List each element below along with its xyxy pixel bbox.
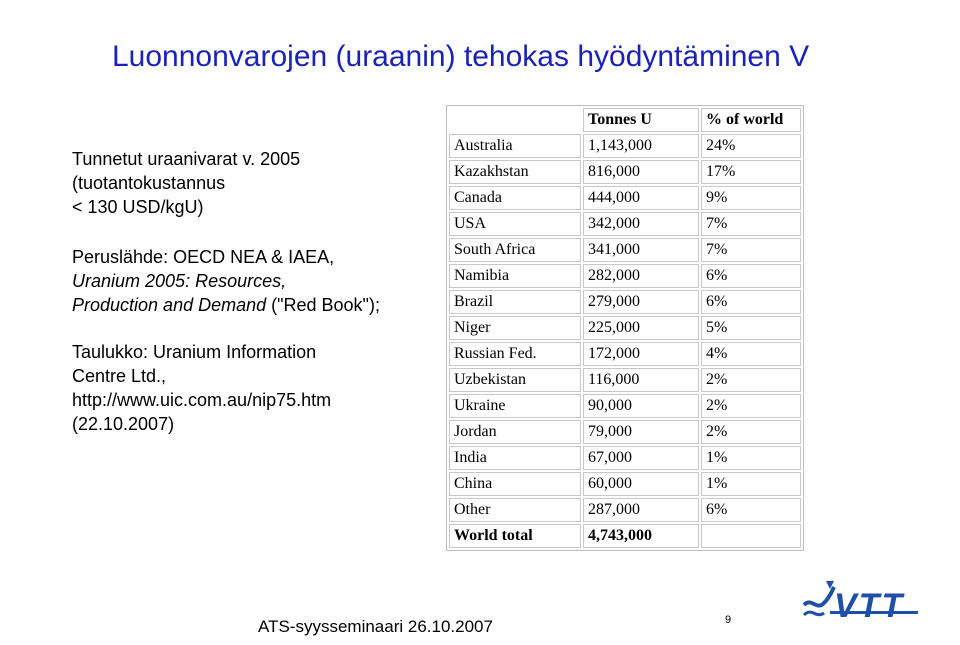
table-row bbox=[449, 212, 801, 236]
country-cell: Russian Fed. bbox=[449, 342, 581, 366]
table-row bbox=[449, 186, 801, 210]
resources-heading-line-2: (tuotantokustannus bbox=[72, 173, 226, 193]
tonnes-cell: 172,000 bbox=[583, 342, 699, 366]
slide-title: Luonnonvarojen (uraanin) tehokas hyödyntäminen V bbox=[112, 40, 810, 73]
table-row bbox=[449, 394, 801, 418]
country-cell: Kazakhstan bbox=[449, 160, 581, 184]
tonnes-cell: 341,000 bbox=[583, 238, 699, 262]
percent-cell: 7% bbox=[701, 212, 801, 236]
country-cell: South Africa bbox=[449, 238, 581, 262]
tonnes-cell: 279,000 bbox=[583, 290, 699, 314]
vtt-logo-text: VTT bbox=[834, 587, 905, 625]
country-cell: Other bbox=[449, 498, 581, 522]
tonnes-cell: 816,000 bbox=[583, 160, 699, 184]
source-line-2: Uranium 2005: Resources, bbox=[72, 271, 287, 291]
tonnes-cell: 79,000 bbox=[583, 420, 699, 444]
table-header-row bbox=[449, 108, 801, 132]
country-cell: Australia bbox=[449, 134, 581, 158]
table-total-row bbox=[449, 524, 801, 548]
header-country bbox=[449, 108, 581, 132]
country-cell: Niger bbox=[449, 316, 581, 340]
resources-heading-line-1: Tunnetut uraanivarat v. 2005 bbox=[72, 149, 301, 169]
country-cell: Brazil bbox=[449, 290, 581, 314]
table-row bbox=[449, 446, 801, 470]
table-source bbox=[72, 340, 432, 436]
table-row bbox=[449, 238, 801, 262]
table-source-line-2: Centre Ltd., bbox=[72, 366, 167, 386]
tonnes-cell: 116,000 bbox=[583, 368, 699, 392]
uranium-resources-table bbox=[446, 105, 804, 551]
percent-cell: 17% bbox=[701, 160, 801, 184]
resources-heading bbox=[72, 147, 432, 219]
percent-cell: 2% bbox=[701, 394, 801, 418]
tonnes-cell: 90,000 bbox=[583, 394, 699, 418]
tonnes-cell: 287,000 bbox=[583, 498, 699, 522]
tonnes-cell: 225,000 bbox=[583, 316, 699, 340]
percent-cell: 5% bbox=[701, 316, 801, 340]
tonnes-cell: 1,143,000 bbox=[583, 134, 699, 158]
country-cell: Ukraine bbox=[449, 394, 581, 418]
country-cell: Jordan bbox=[449, 420, 581, 444]
percent-cell: 1% bbox=[701, 446, 801, 470]
table-row bbox=[449, 264, 801, 288]
header-tonnes: Tonnes U bbox=[583, 108, 699, 132]
country-cell: Canada bbox=[449, 186, 581, 210]
footer-text: ATS-syysseminaari 26.10.2007 bbox=[258, 617, 493, 636]
table-row bbox=[449, 368, 801, 392]
percent-cell: 2% bbox=[701, 368, 801, 392]
tonnes-cell: 60,000 bbox=[583, 472, 699, 496]
table-source-line-1: Taulukko: Uranium Information bbox=[72, 342, 317, 362]
percent-cell: 24% bbox=[701, 134, 801, 158]
country-cell: Namibia bbox=[449, 264, 581, 288]
page-number: 9 bbox=[725, 614, 732, 626]
table-row bbox=[449, 316, 801, 340]
table-row bbox=[449, 160, 801, 184]
table-row bbox=[449, 472, 801, 496]
percent-cell: 2% bbox=[701, 420, 801, 444]
table-source-date: (22.10.2007) bbox=[72, 414, 175, 434]
tonnes-cell: 67,000 bbox=[583, 446, 699, 470]
tonnes-cell: 342,000 bbox=[583, 212, 699, 236]
country-cell: USA bbox=[449, 212, 581, 236]
table-row bbox=[449, 134, 801, 158]
table-row bbox=[449, 342, 801, 366]
tonnes-cell: 444,000 bbox=[583, 186, 699, 210]
country-cell: China bbox=[449, 472, 581, 496]
source-line-3-italic: Production and Demand bbox=[72, 295, 267, 315]
country-cell: India bbox=[449, 446, 581, 470]
percent-cell: 6% bbox=[701, 498, 801, 522]
percent-cell: 6% bbox=[701, 290, 801, 314]
percent-cell: 4% bbox=[701, 342, 801, 366]
percent-cell: 7% bbox=[701, 238, 801, 262]
table-row bbox=[449, 290, 801, 314]
tonnes-cell: 282,000 bbox=[583, 264, 699, 288]
total-tonnes-cell: 4,743,000 bbox=[583, 524, 699, 548]
total-label-cell: World total bbox=[449, 524, 581, 548]
percent-cell: 6% bbox=[701, 264, 801, 288]
source-line-3 bbox=[72, 293, 432, 317]
percent-cell: 1% bbox=[701, 472, 801, 496]
source-line-1: Peruslähde: OECD NEA & IAEA, bbox=[72, 247, 335, 267]
country-cell: Uzbekistan bbox=[449, 368, 581, 392]
header-percent: % of world bbox=[701, 108, 801, 132]
table-source-url: http://www.uic.com.au/nip75.htm bbox=[72, 390, 332, 410]
source-reference bbox=[72, 245, 432, 317]
table-row bbox=[449, 498, 801, 522]
resources-heading-line-3: < 130 USD/kgU) bbox=[72, 197, 204, 217]
total-percent-cell bbox=[701, 524, 801, 548]
source-line-3-rest: ("Red Book"); bbox=[266, 295, 380, 315]
table-row bbox=[449, 420, 801, 444]
percent-cell: 9% bbox=[701, 186, 801, 210]
